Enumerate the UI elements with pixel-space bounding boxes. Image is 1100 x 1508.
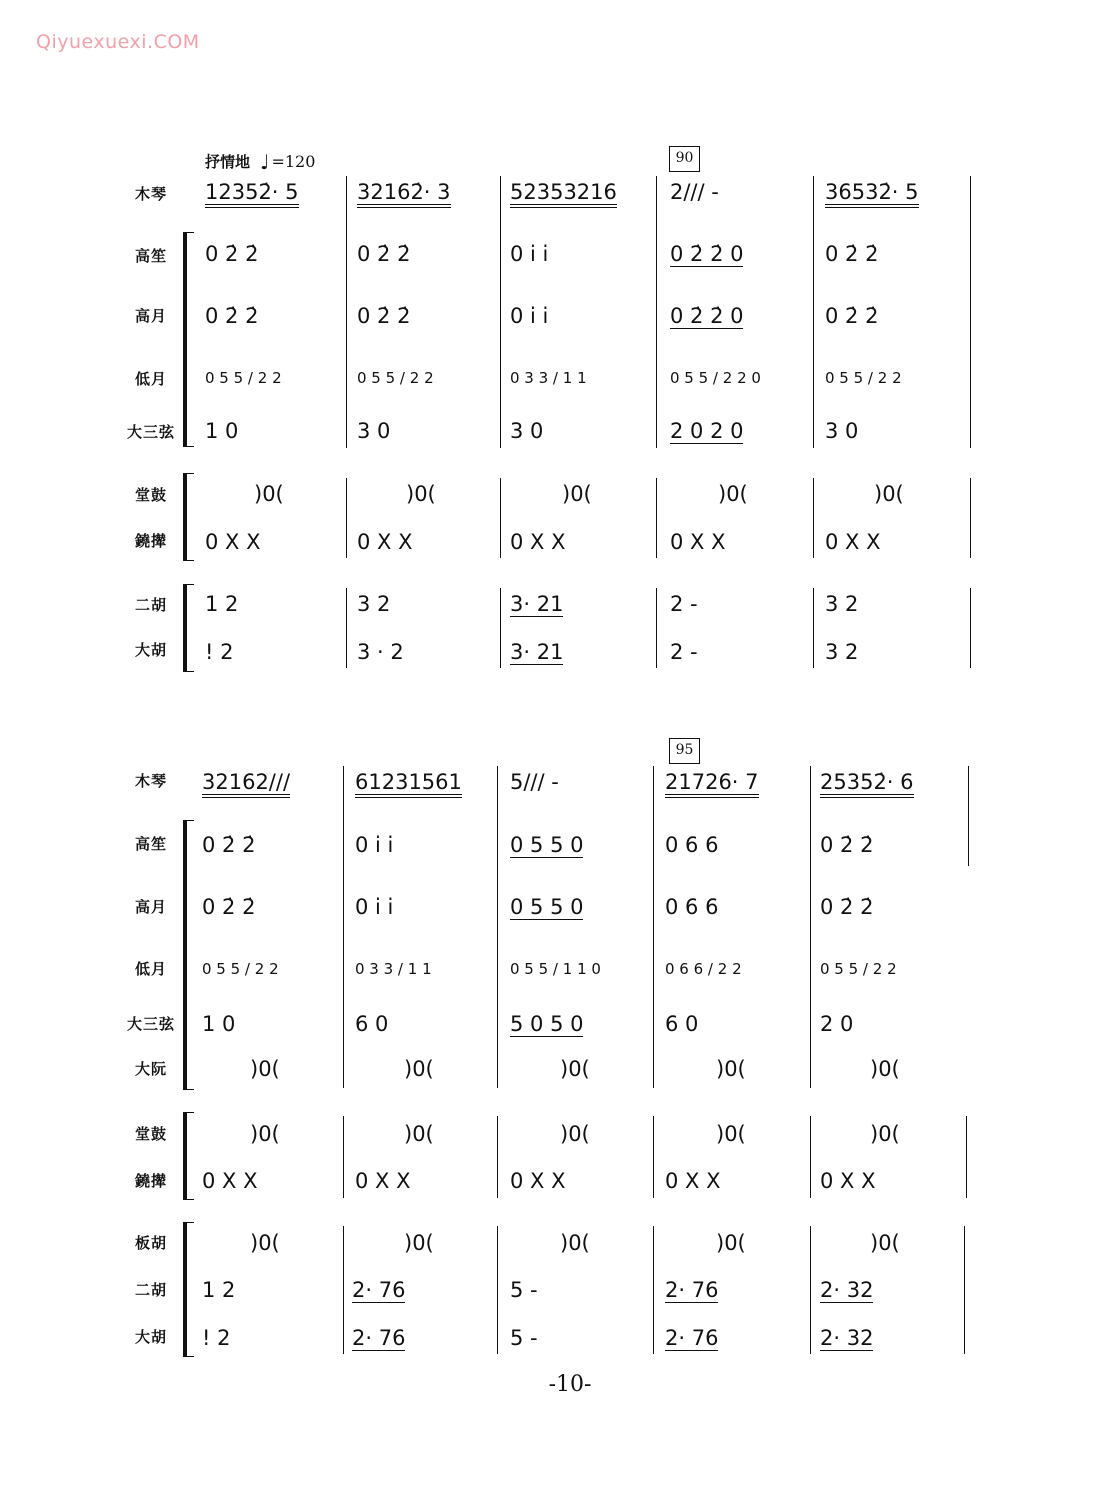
measure-cell: 1 0 xyxy=(202,1012,236,1036)
measure-cell: 0 2̇ 2̇ xyxy=(357,242,411,266)
measure-cell: )0( xyxy=(718,482,748,506)
page-number: -10- xyxy=(548,1372,592,1397)
instrument-label-dahu: 大胡 xyxy=(134,641,167,659)
measure-cell: )0( xyxy=(716,1122,746,1146)
measure-cell: 0 2̇ 2̇ xyxy=(825,304,879,328)
measure-cell: 2· 76 xyxy=(352,1278,406,1302)
barline xyxy=(343,1226,344,1354)
measure-cell: 0 2̇ 2̇ xyxy=(205,242,259,266)
barline xyxy=(813,588,814,668)
tempo-marking xyxy=(205,150,315,174)
measure-cell: 6 0 xyxy=(355,1012,389,1036)
barline xyxy=(497,1226,498,1354)
barline xyxy=(966,1116,967,1198)
measure-cell: )0( xyxy=(254,482,284,506)
instrument-label-muqin: 木琴 xyxy=(134,185,167,203)
measure-cell: 3· 21 xyxy=(510,640,564,664)
measure-cell: 0 6 6 xyxy=(665,895,719,919)
measure-cell: )0( xyxy=(250,1057,280,1081)
measure-cell: 5 - xyxy=(510,1326,538,1350)
measure-cell: 0 2̇ 2̇ xyxy=(820,833,874,857)
measure-cell: 2 - xyxy=(670,640,698,664)
measure-cell: 0 X X xyxy=(202,1169,258,1193)
measure-cell: 3 2 xyxy=(825,640,859,664)
measure-cell: 0 X X xyxy=(355,1169,411,1193)
instrument-label-dasanxian: 大三弦 xyxy=(126,1015,175,1033)
measure-cell: )0( xyxy=(870,1122,900,1146)
measure-cell: )0( xyxy=(870,1231,900,1255)
instrument-label-diyue: 低月 xyxy=(134,370,167,388)
measure-cell: 0 i i xyxy=(355,895,394,919)
measure-cell: 0 2̇ 2̇ xyxy=(205,304,259,328)
measure-cell: 0 5 5 / 2 2 xyxy=(202,960,279,978)
measure-cell: 25352̇· 6 xyxy=(820,770,914,798)
measure-cell: 2 0 xyxy=(820,1012,854,1036)
measure-cell: 0 2̇ 2̇ xyxy=(825,242,879,266)
instrument-label-tanggu: 堂鼓 xyxy=(134,486,167,504)
measure-cell: 0 5 5 / 1 1 0 xyxy=(510,960,601,978)
tempo-value: =120 xyxy=(271,152,316,171)
barline xyxy=(343,766,344,1088)
measure-cell: 0 2̇ 2̇ 0 xyxy=(670,304,744,328)
measure-cell: 3· 21 xyxy=(510,592,564,616)
instrument-label-tanggu: 堂鼓 xyxy=(134,1125,167,1143)
measure-cell: 32162/// xyxy=(202,770,290,798)
measure-cell: )0( xyxy=(250,1122,280,1146)
measure-cell: )0( xyxy=(560,1231,590,1255)
barline xyxy=(346,478,347,558)
measure-cell: ! 2 xyxy=(202,1326,231,1350)
measure-cell: )0( xyxy=(716,1231,746,1255)
barline xyxy=(810,1116,811,1198)
bracket-bowed-strings xyxy=(183,1222,194,1357)
measure-cell: 0 X X xyxy=(825,530,881,554)
measure-cell: 2/// - xyxy=(670,180,719,204)
measure-cell: 12352̇· 5 xyxy=(205,180,299,208)
instrument-label-gaoyue: 高月 xyxy=(134,307,167,325)
measure-cell: 1 0 xyxy=(205,419,239,443)
instrument-label-naobo: 鐃撵 xyxy=(134,1172,167,1190)
measure-cell: )0( xyxy=(716,1057,746,1081)
measure-cell: 1 2 xyxy=(205,592,239,616)
barline xyxy=(810,1226,811,1354)
measure-cell: 61231561 xyxy=(355,770,462,798)
barline xyxy=(810,766,811,1088)
bracket-bowed-strings xyxy=(183,584,194,672)
measure-cell: 2· 76 xyxy=(665,1326,719,1350)
measure-cell: 2· 32 xyxy=(820,1278,874,1302)
barline xyxy=(656,588,657,668)
measure-cell: 5 0 5 0 xyxy=(510,1012,584,1036)
measure-cell: 21726· 7 xyxy=(665,770,759,798)
barline xyxy=(346,176,347,448)
measure-cell: 0 X X xyxy=(357,530,413,554)
barline xyxy=(497,1116,498,1198)
measure-cell: 0 6 6 xyxy=(665,833,719,857)
barline xyxy=(346,588,347,668)
barline xyxy=(343,1116,344,1198)
measure-cell: )0( xyxy=(874,482,904,506)
barline xyxy=(813,478,814,558)
bracket-winds-plucked xyxy=(183,820,194,1090)
instrument-label-diyue: 低月 xyxy=(134,960,167,978)
measure-cell: )0( xyxy=(562,482,592,506)
barline xyxy=(500,588,501,668)
barline xyxy=(653,766,654,1088)
barline xyxy=(653,1116,654,1198)
instrument-label-erhu: 二胡 xyxy=(134,1281,167,1299)
measure-cell: 2· 76 xyxy=(665,1278,719,1302)
measure-cell: 2 - xyxy=(670,592,698,616)
bracket-percussion xyxy=(183,1112,194,1200)
measure-cell: 3 0 xyxy=(510,419,544,443)
instrument-label-daruan: 大阮 xyxy=(134,1060,167,1078)
measure-cell: )0( xyxy=(406,482,436,506)
measure-cell: 0 i i xyxy=(355,833,394,857)
instrument-label-banhu: 板胡 xyxy=(134,1234,167,1252)
measure-cell: 3 2 xyxy=(357,592,391,616)
measure-cell: 0 5 5 / 2 2 0 xyxy=(670,369,761,387)
measure-cell: 0 X X xyxy=(820,1169,876,1193)
measure-cell: 5 - xyxy=(510,1278,538,1302)
measure-cell: 0 5 5 / 2 2 xyxy=(205,369,282,387)
measure-cell: 3 2 xyxy=(825,592,859,616)
instrument-label-dasanxian: 大三弦 xyxy=(126,423,175,441)
measure-cell: 0 X X xyxy=(665,1169,721,1193)
bracket-percussion xyxy=(183,473,194,561)
tempo-label: 抒情地 xyxy=(205,153,251,171)
measure-cell: 0 X X xyxy=(205,530,261,554)
measure-cell: 52353216 xyxy=(510,180,617,208)
instrument-label-gaoyue: 高月 xyxy=(134,898,167,916)
measure-cell: 0 2̇ 2̇ xyxy=(202,833,256,857)
barline xyxy=(500,478,501,558)
measure-cell: 6 0 xyxy=(665,1012,699,1036)
barline xyxy=(970,588,971,668)
measure-cell: 0 3 3 / 1 1 xyxy=(355,960,432,978)
instrument-label-gaosheng: 高笙 xyxy=(134,247,167,265)
rehearsal-mark-95: 95 xyxy=(669,738,700,764)
measure-cell: 5/// - xyxy=(510,770,559,794)
measure-cell: )0( xyxy=(404,1057,434,1081)
measure-cell: 0 i i xyxy=(510,304,549,328)
measure-cell: )0( xyxy=(870,1057,900,1081)
measure-cell: 0 5 5 0 xyxy=(510,833,584,857)
barline xyxy=(964,1226,965,1354)
measure-cell: 0 2̇ 2̇ 0 xyxy=(670,242,744,266)
measure-cell: 0 X X xyxy=(510,530,566,554)
barline xyxy=(813,176,814,448)
barline xyxy=(970,478,971,558)
measure-cell: 2· 76 xyxy=(352,1326,406,1350)
measure-cell: )0( xyxy=(404,1231,434,1255)
measure-cell: 36532̇· 5 xyxy=(825,180,919,208)
measure-cell: )0( xyxy=(250,1231,280,1255)
quarter-note-icon: ♩ xyxy=(260,150,270,174)
instrument-label-dahu: 大胡 xyxy=(134,1328,167,1346)
barline xyxy=(970,176,971,448)
rehearsal-mark-90: 90 xyxy=(669,146,700,172)
barline xyxy=(497,766,498,1088)
measure-cell: 3 0 xyxy=(357,419,391,443)
measure-cell: 2· 32 xyxy=(820,1326,874,1350)
measure-cell: )0( xyxy=(404,1122,434,1146)
barline xyxy=(653,1226,654,1354)
instrument-label-gaosheng: 高笙 xyxy=(134,835,167,853)
measure-cell: 3 0 xyxy=(825,419,859,443)
measure-cell: 0 2̇ 2̇ xyxy=(820,895,874,919)
instrument-label-muqin: 木琴 xyxy=(134,772,167,790)
instrument-label-erhu: 二胡 xyxy=(134,596,167,614)
measure-cell: 1 2 xyxy=(202,1278,236,1302)
measure-cell: 0 5 5 / 2 2 xyxy=(825,369,902,387)
measure-cell: 2 0 2 0 xyxy=(670,419,744,443)
measure-cell: )0( xyxy=(560,1057,590,1081)
measure-cell: 0 X X xyxy=(670,530,726,554)
barline xyxy=(656,176,657,448)
measure-cell: 0 5 5 / 2 2 xyxy=(820,960,897,978)
measure-cell: )0( xyxy=(560,1122,590,1146)
measure-cell: 0 6 6 / 2 2 xyxy=(665,960,742,978)
bracket-winds-plucked xyxy=(183,232,194,447)
barline xyxy=(968,766,969,866)
measure-cell: 3 · 2 xyxy=(357,640,404,664)
measure-cell: 0 5 5 0 xyxy=(510,895,584,919)
measure-cell: 0 2̇ 2̇ xyxy=(202,895,256,919)
barline xyxy=(500,176,501,448)
measure-cell: 0 3 3 / 1 1 xyxy=(510,369,587,387)
measure-cell: ! 2 xyxy=(205,640,234,664)
measure-cell: 0 5 5 / 2 2 xyxy=(357,369,434,387)
measure-cell: 0 2̇ 2̇ xyxy=(357,304,411,328)
barline xyxy=(656,478,657,558)
measure-cell: 0 i i xyxy=(510,242,549,266)
measure-cell: 32162̇· 3 xyxy=(357,180,451,208)
watermark: Qiyuexuexi.COM xyxy=(36,31,200,53)
instrument-label-naobo: 鐃撵 xyxy=(134,532,167,550)
measure-cell: 0 X X xyxy=(510,1169,566,1193)
